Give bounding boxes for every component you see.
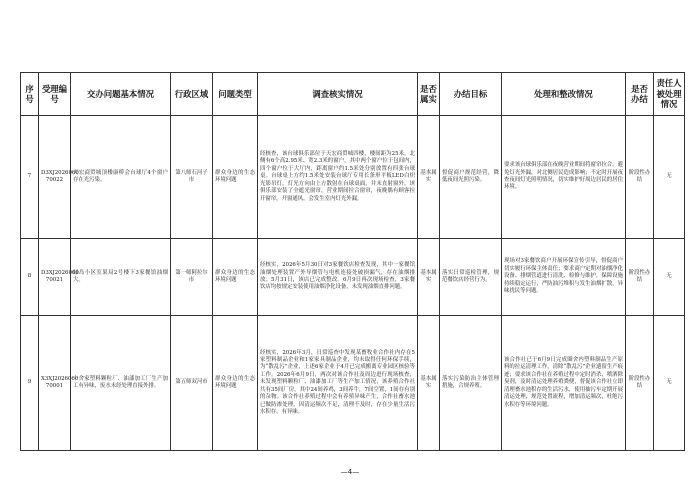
cell-seq: 9 [21,316,39,451]
cell-investigation: 经核实，2026年3月，日常巡查中发现某畜牧业合作社内存在5家塑料制品企业和1家家具制品企业，均未取得任何环保手续，为“散乱污”企业，上述6家企业于4月已完成搬离专业园区核验等工作。2026年6月9日，两次对该合作社及周边进行现场核查，未发现塑料颗粒厂、油漆加工厂等生产加工情况，该养殖合作社共有35间厂房，其中24间养鸡，3间养牛，7间空置，1间存有别的杂物。该合作社养殖过程中会有养殖异味产生，合作社畜水池已做防渗处理，因清运频次不足，清理不及时，存在少量生活污水积存，有异味。 [258,316,418,451]
cell-seq: 8 [21,239,39,316]
table-row [21,239,685,316]
header-verified: 是否属实 [418,73,440,116]
table-header-row [21,73,685,116]
cell-accountability: 无 [654,316,685,451]
cell-region: 第八师石河子市 [171,116,213,239]
cell-closed: 阶段性办结 [626,316,654,451]
table-row [21,116,685,239]
cell-verified: 基本属实 [418,239,440,316]
cell-closed: 阶段性办结 [626,116,654,239]
header-issue: 交办问题基本情况 [71,73,171,116]
cell-handling: 现场对3家餐饮商户开展环保宣传引导，督促商户切实履行环保主体责任；要求商户定期对油烟净化设备、排烟管道进行清洗、检修与维护，保障设施持续稳定运行，严防油污堆积与发生油烟扩散，异味扰民等问题。 [502,239,626,316]
cell-accountability: 无 [654,116,685,239]
header-type: 问题类型 [213,73,258,116]
cell-code: D3XJ2026060 70021 [39,239,71,316]
header-seq: 序号 [21,73,39,116]
inspection-table [20,72,685,451]
cell-issue: 绿岛小区室果局2号楼下3家餐馆油烟大。 [71,239,171,316]
cell-region: 第一师阿拉尔市 [171,239,213,316]
header-code: 受理编号 [39,73,71,116]
cell-type: 群众身边的生态环境问题 [213,239,258,316]
header-handling: 处理和整改情况 [502,73,626,116]
header-closed: 是否办结 [626,73,654,116]
cell-verified: 基本属实 [418,116,440,239]
cell-issue: 天宏商贸城顶楼康桥会台球厅4个窗户存在光污染。 [71,116,171,239]
header-accountability: 责任人被处理情况 [654,73,685,116]
cell-type: 群众身边的生态环境问题 [213,116,258,239]
cell-investigation: 经核实，2026年5月30日对3家餐饮店检查发现，其中一家餐馆油烟处理装置产外导烟管与电机连接处破损漏气，存在油烟排放；5月31日，该店已完成整改。6月9日再次现场检查，3家餐饮店均按规定安装使用油烟净化设备，未发现油烟直排问题。 [258,239,418,316]
cell-goal: 落实污染防治主体管理措施，合规养殖。 [440,316,502,451]
page-number: —4— [340,468,360,476]
cell-investigation: 经核查，该台球俱乐部位于天宏商贸城四楼，楼间距为25米，北侧有6个高2.95米、宽2.3米的窗户，其中两个窗户位于包间内，四个窗户位于大厅内，距离窗户约1.5米处分别放置有四张台球桌。台球桌上方约1.5米处安装台球厅专用长条形平板LED白炽光影吊灯，灯光方向由上方散射在台球桌面，并未直射窗外。该俱乐部安装了全遮光窗帘，营业期间拉合窗帘，夜晚偶有顾客拉开窗帘，开窗通风，会发生室内灯光外漏。 [258,116,418,239]
header-region: 行政区域 [171,73,213,116]
cell-seq: 7 [21,116,39,239]
cell-code: D3XJ2026060 70022 [39,116,71,239]
cell-handling: 该合作社已于6月9日完成圈舍内塑料制品生产原料的拉运清理工作，清除“散乱污”企业遗留生产痕迹；要求该合作社在养殖过程中定时消杀，喷洒除臭剂，及时清运处理养殖粪便，督促该合作社立即清理畜水池积存的生活污水，使用抽污车定期开展清运处理，规范处置流程，增加清运频次，杜绝污水积存等环境问题。 [502,316,626,451]
header-goal: 办结目标 [440,73,502,116]
table-row [21,316,685,451]
cell-verified: 基本属实 [418,316,440,451]
cell-code: X3XJ2026060 70001 [39,316,71,451]
cell-region: 第五师双河市 [171,316,213,451]
cell-closed: 阶段性办结 [626,239,654,316]
cell-goal: 落实日常巡检管理，规范餐饮店经营行为。 [440,239,502,316]
cell-type: 群众身边的生态环境问题 [213,316,258,451]
header-investigation: 调查核实情况 [258,73,418,116]
cell-handling: 要求该台球俱乐部在夜晚营业期间将窗帘拉合，避免灯光外漏，对北侧居民造成影响；不定时开展夜查夜间灯光照明情况，切实维护好周边居民的居住环境。 [502,116,626,239]
cell-goal: 督促商户规范经营，降低夜间光照污染。 [440,116,502,239]
cell-issue: 十舍家塑料颗粒厂、油漆加工厂生产加工有异味，废水未经处理直接外排。 [71,316,171,451]
cell-accountability: 无 [654,239,685,316]
